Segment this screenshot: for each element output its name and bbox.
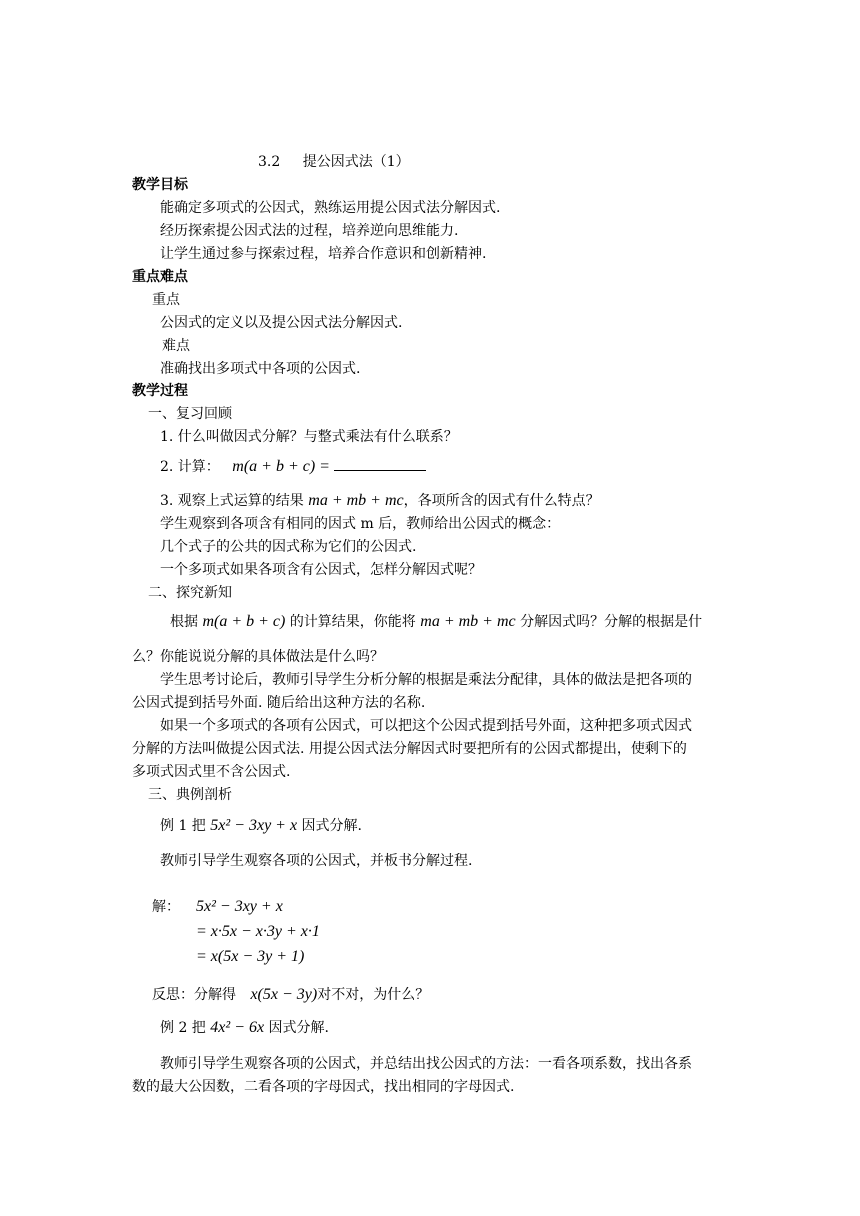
expression-2: ma + mb + mc [420, 613, 516, 630]
example1-guide: 教师引导学生观察各项的公因式，并板书分解过程. [160, 853, 473, 869]
explore-line1 [170, 612, 702, 632]
text-fragment: 例 2 把 [160, 1020, 206, 1036]
text-fragment: 对不对，为什么？ [317, 987, 430, 1003]
section-number: 3.2 [258, 154, 281, 170]
explore-line3: 学生思考讨论后，教师引导学生分析分解的根据是乘法分配律，具体的做法是把各项的 [160, 672, 692, 688]
review-p1: 学生观察到各项含有相同的因式 m 后，教师给出公因式的概念： [160, 516, 561, 532]
lesson-title [258, 152, 410, 172]
explore-heading: 二、探究新知 [148, 585, 232, 601]
reflection-expression: x(5x − 3y) [250, 986, 318, 1003]
explore-line7: 多项式因式里不含公因式. [132, 764, 291, 780]
q3-expression: ma + mb + mc [308, 492, 404, 509]
answer-blank [334, 456, 426, 471]
example1-expression: 5x² − 3xy + x [210, 817, 298, 834]
explore-line2: 么？你能说说分解的具体做法是什么吗？ [132, 649, 384, 665]
goal-item: 能确定多项式的公因式，熟练运用提公因式法分解因式. [160, 200, 501, 216]
example2-line2: 数的最大公因数，二看各项的字母因式，找出相同的字母因式. [132, 1079, 515, 1095]
example2-line1: 教师引导学生观察各项的公因式，并总结出找公因式的方法：一看各项系数，找出各系 [160, 1056, 692, 1072]
difficult-label: 难点 [162, 338, 190, 354]
review-p2: 几个式子的公共的因式称为它们的公因式. [160, 539, 417, 555]
solution-line2: = x·5x − x·3y + x·1 [196, 923, 320, 940]
text-fragment: 例 1 把 [160, 818, 206, 834]
goal-item: 经历探索提公因式法的过程，培养逆向思维能力. [160, 223, 459, 239]
review-p3: 一个多项式如果各项含有公因式，怎样分解因式呢？ [160, 562, 482, 578]
expression-1: m(a + b + c) [202, 613, 286, 630]
solution-line1: 5x² − 3xy + x [196, 898, 283, 915]
q2-prefix: 2. 计算： [160, 459, 220, 475]
title-text: 提公因式法（1） [302, 154, 410, 170]
process-heading: 教学过程 [132, 383, 188, 399]
explore-line6: 分解的方法叫做提公因式法. 用提公因式法分解因式时要把所有的公因式都提出，使剩下的 [132, 741, 687, 757]
review-heading: 一、复习回顾 [148, 406, 232, 422]
q3-prefix: 3. 观察上式运算的结果 [160, 493, 304, 509]
examples-heading: 三、典例剖析 [148, 787, 232, 803]
text-fragment: 因式分解. [268, 1020, 329, 1036]
solution-label: 解： [152, 899, 180, 915]
text-fragment: 分解因式吗？分解的根据是什 [520, 614, 703, 630]
text-fragment: 反思：分解得 [152, 987, 236, 1003]
difficult-text: 准确找出多项式中各项的公因式. [160, 361, 361, 377]
key-text: 公因式的定义以及提公因式法分解因式. [160, 315, 403, 331]
goal-item: 让学生通过参与探索过程，培养合作意识和创新精神. [160, 246, 487, 262]
example2 [160, 1018, 329, 1038]
goals-heading: 教学目标 [132, 177, 188, 193]
explore-line5: 如果一个多项式的各项有公因式，可以把这个公因式提到括号外面，这种把多项式因式 [160, 718, 692, 734]
review-q2 [160, 456, 426, 477]
q2-expression: m(a + b + c) = [232, 458, 330, 475]
example1 [160, 816, 362, 836]
text-fragment: 根据 [170, 614, 198, 630]
example2-expression: 4x² − 6x [210, 1019, 265, 1036]
text-fragment: 因式分解. [301, 818, 362, 834]
review-q3 [160, 491, 600, 511]
q3-suffix: ，各项所含的因式有什么特点？ [403, 493, 600, 509]
keypoints-heading: 重点难点 [132, 269, 188, 285]
text-fragment: 的计算结果，你能将 [289, 614, 416, 630]
reflection [152, 985, 429, 1005]
review-q1: 1. 什么叫做因式分解？与整式乘法有什么联系？ [160, 429, 458, 445]
key-label: 重点 [152, 292, 180, 308]
solution-line3: = x(5x − 3y + 1) [196, 948, 305, 965]
explore-line4: 公因式提到括号外面. 随后给出这种方法的名称. [132, 695, 426, 711]
